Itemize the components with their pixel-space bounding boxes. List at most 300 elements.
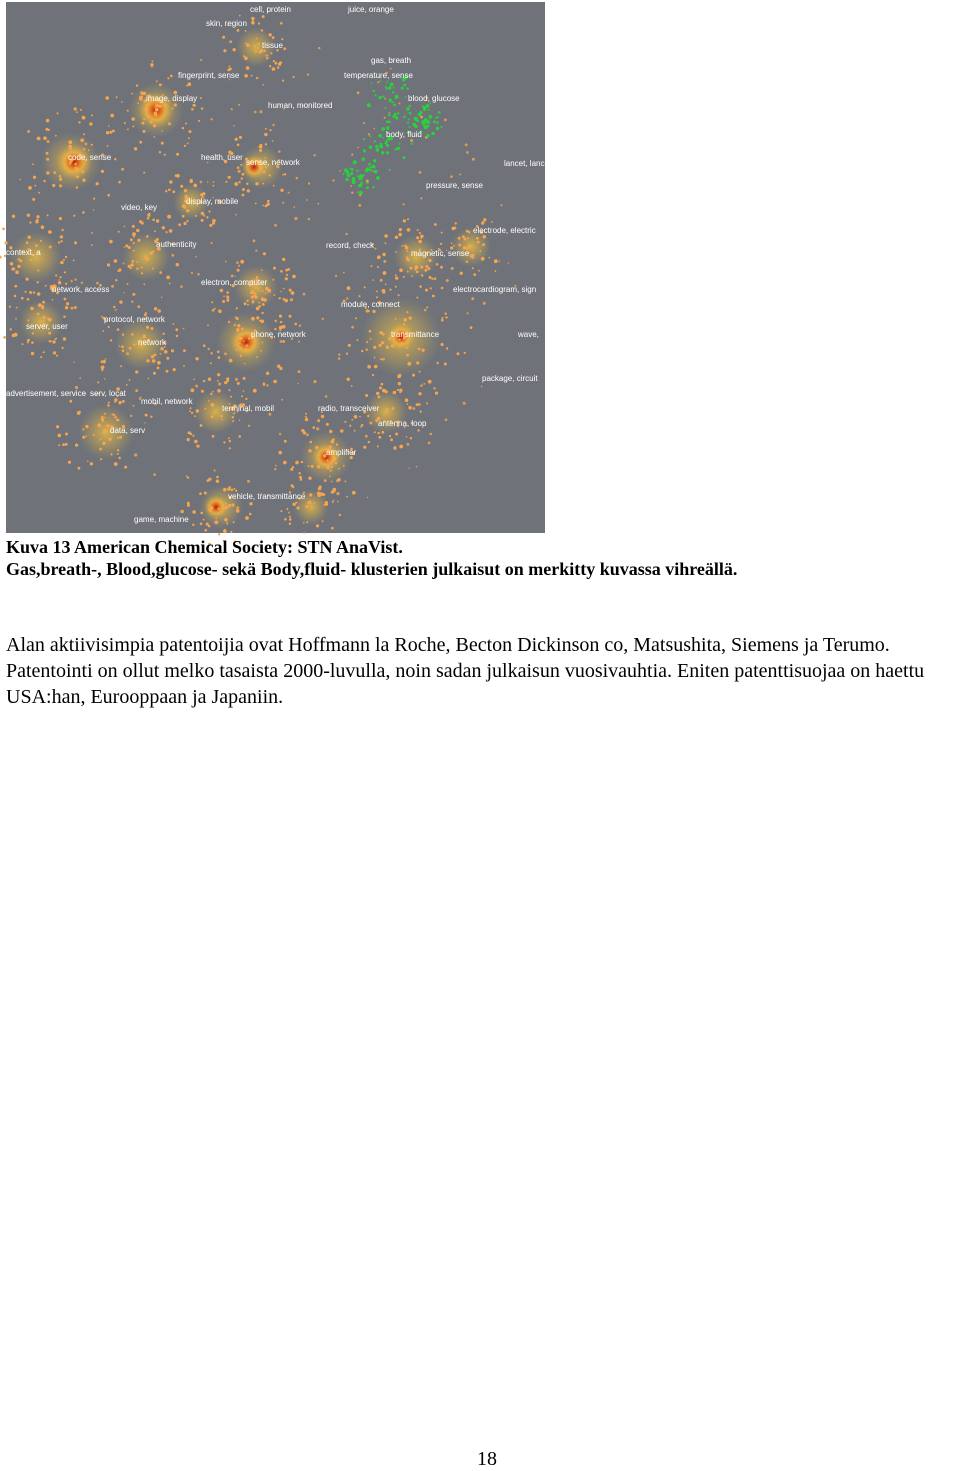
map-point — [126, 384, 128, 386]
map-point — [484, 218, 487, 221]
map-point — [263, 171, 266, 174]
map-point — [37, 313, 40, 316]
map-point — [201, 390, 204, 393]
map-point — [415, 265, 419, 269]
map-point — [27, 130, 30, 133]
map-point — [186, 475, 188, 477]
map-point — [445, 313, 447, 315]
map-point — [399, 445, 403, 449]
map-point — [336, 480, 339, 483]
map-point — [165, 231, 167, 233]
map-point — [244, 302, 247, 305]
map-point — [0, 256, 2, 259]
map-point — [191, 272, 193, 274]
map-point — [245, 516, 249, 520]
map-point — [240, 164, 242, 166]
map-point — [43, 316, 46, 319]
highlighted-point — [403, 84, 406, 87]
map-point — [420, 235, 423, 238]
map-point — [114, 259, 118, 263]
map-point — [265, 128, 267, 130]
map-point — [463, 402, 466, 405]
map-point — [121, 345, 124, 348]
map-point — [190, 433, 192, 435]
map-point — [234, 324, 236, 326]
map-point — [418, 348, 421, 351]
map-point — [247, 480, 250, 483]
map-point — [479, 250, 481, 252]
map-point — [183, 222, 186, 225]
highlighted-point — [353, 160, 357, 164]
map-point — [289, 289, 292, 292]
highlighted-point — [379, 143, 382, 146]
map-cluster-label: temperature, sense — [344, 71, 413, 80]
map-point — [253, 389, 257, 393]
map-point — [430, 433, 433, 436]
map-point — [80, 138, 84, 142]
highlighted-point — [399, 143, 401, 145]
map-point — [235, 378, 238, 381]
highlighted-point — [424, 118, 427, 121]
map-cluster-label: electrode, electric — [473, 226, 536, 235]
map-point — [258, 43, 260, 45]
map-point — [482, 221, 484, 223]
map-point — [194, 440, 198, 444]
map-point — [251, 290, 255, 294]
map-point — [107, 263, 110, 266]
map-point — [280, 321, 282, 323]
map-point — [233, 521, 235, 523]
map-point — [196, 409, 199, 412]
map-point — [22, 343, 24, 345]
map-point — [366, 349, 368, 351]
map-point — [379, 344, 382, 347]
map-point — [471, 297, 474, 300]
map-point — [406, 436, 408, 438]
map-point — [187, 504, 190, 507]
map-point — [211, 301, 213, 303]
map-point — [139, 97, 142, 100]
map-point — [317, 465, 320, 468]
map-point — [305, 416, 307, 418]
map-point — [74, 107, 77, 110]
map-point — [55, 274, 57, 276]
map-point — [70, 280, 72, 282]
map-point — [278, 150, 281, 153]
map-point — [137, 102, 139, 104]
map-point — [255, 182, 258, 185]
map-point — [270, 52, 272, 54]
map-point — [419, 232, 421, 234]
map-point — [180, 510, 183, 513]
map-point — [69, 400, 72, 403]
highlighted-point — [373, 159, 376, 162]
map-point — [46, 152, 49, 155]
map-point — [224, 352, 227, 355]
highlighted-point — [385, 107, 387, 109]
map-point — [319, 486, 322, 489]
map-point — [391, 344, 395, 348]
map-cluster-label: gas, breath — [371, 56, 411, 65]
map-point — [202, 192, 205, 195]
highlighted-point — [429, 115, 433, 119]
highlighted-point — [408, 118, 410, 120]
map-point — [102, 442, 105, 445]
map-point — [58, 281, 61, 284]
map-point — [190, 179, 193, 182]
map-point — [389, 289, 391, 291]
map-point — [464, 238, 467, 241]
map-point — [225, 506, 228, 509]
map-point — [495, 270, 497, 272]
map-point — [399, 268, 403, 272]
map-point — [5, 241, 8, 244]
map-point — [350, 185, 352, 187]
highlighted-point — [394, 113, 397, 116]
map-point — [468, 245, 471, 248]
map-point — [385, 411, 387, 413]
map-point — [273, 294, 275, 296]
map-point — [343, 272, 345, 274]
map-point — [161, 296, 163, 298]
map-point — [416, 271, 419, 274]
map-point — [27, 214, 30, 217]
map-point — [75, 444, 78, 447]
map-point — [368, 133, 370, 135]
map-point — [267, 289, 271, 293]
map-point — [239, 15, 241, 17]
map-point — [248, 425, 250, 427]
map-point — [160, 347, 163, 350]
map-point — [246, 44, 250, 48]
map-point — [107, 404, 110, 407]
map-point — [367, 497, 368, 498]
map-point — [10, 328, 12, 330]
map-point — [145, 108, 148, 111]
map-point — [82, 436, 85, 439]
map-point — [428, 380, 432, 384]
map-point — [136, 268, 138, 270]
map-point — [122, 400, 125, 403]
map-point — [273, 380, 277, 384]
map-point — [166, 276, 170, 280]
map-point — [286, 274, 288, 276]
map-point — [422, 349, 425, 352]
map-point — [407, 403, 409, 405]
map-point — [125, 244, 128, 247]
map-point — [370, 338, 372, 340]
map-point — [231, 503, 234, 506]
map-point — [233, 48, 236, 51]
highlighted-point — [359, 191, 363, 195]
map-point — [222, 36, 225, 39]
highlighted-point — [386, 81, 388, 83]
map-point — [284, 173, 286, 175]
map-cluster-label: network — [138, 338, 167, 347]
map-point — [262, 342, 264, 344]
map-point — [32, 163, 34, 165]
map-point — [410, 267, 413, 270]
map-point — [281, 399, 283, 401]
map-point — [68, 461, 71, 464]
map-point — [217, 389, 221, 393]
map-point — [331, 481, 333, 483]
map-point — [281, 38, 283, 40]
map-point — [436, 362, 439, 365]
map-point — [423, 383, 425, 385]
map-point — [381, 383, 384, 386]
map-point — [416, 236, 419, 239]
map-point — [75, 279, 77, 281]
map-point — [357, 147, 359, 149]
highlighted-point — [392, 91, 394, 93]
map-point — [133, 344, 135, 346]
map-point — [203, 215, 205, 217]
map-point — [237, 382, 240, 385]
map-point — [269, 174, 271, 176]
map-cluster-label: blood, glucose — [408, 94, 460, 103]
map-point — [291, 291, 295, 295]
map-point — [289, 315, 292, 318]
map-point — [324, 479, 327, 482]
map-point — [65, 306, 68, 309]
map-point — [290, 298, 293, 301]
map-point — [407, 443, 410, 446]
map-cluster-label: health, user — [201, 153, 243, 162]
map-point — [10, 262, 14, 266]
map-point — [277, 66, 280, 69]
map-point — [96, 182, 99, 185]
highlighted-point — [409, 105, 411, 107]
map-point — [305, 413, 307, 415]
map-point — [231, 275, 234, 278]
highlighted-point — [343, 173, 345, 175]
map-point — [429, 276, 432, 279]
map-point — [206, 523, 209, 526]
map-point — [494, 259, 498, 263]
map-point — [288, 512, 290, 514]
map-point — [152, 268, 154, 270]
map-point — [408, 406, 412, 410]
highlighted-point — [406, 107, 410, 111]
map-point — [380, 358, 382, 360]
map-point — [382, 253, 385, 256]
map-point — [261, 29, 263, 31]
map-point — [116, 96, 118, 98]
map-point — [164, 350, 168, 354]
map-point — [300, 479, 302, 481]
map-point — [65, 433, 68, 436]
map-point — [464, 352, 466, 354]
highlighted-point — [351, 168, 354, 171]
map-point — [244, 74, 248, 78]
map-point — [261, 320, 265, 324]
map-point — [117, 328, 120, 331]
map-point — [160, 353, 162, 355]
map-point — [337, 501, 339, 503]
map-point — [324, 504, 326, 506]
map-point — [189, 410, 191, 412]
map-point — [78, 168, 80, 170]
highlighted-point — [378, 96, 381, 99]
map-point — [466, 151, 469, 154]
highlighted-point — [362, 158, 365, 161]
map-cluster-label: fingerprint, sense — [178, 71, 240, 80]
map-point — [232, 420, 234, 422]
map-point — [445, 418, 448, 421]
map-point — [260, 350, 262, 352]
map-point — [278, 451, 282, 455]
map-cluster-label: electron, computer — [201, 278, 268, 287]
map-point — [151, 327, 154, 330]
map-point — [338, 468, 340, 470]
map-point — [349, 425, 351, 427]
map-point — [143, 284, 145, 286]
map-point — [166, 370, 169, 373]
map-point — [63, 315, 66, 318]
map-point — [218, 309, 222, 313]
map-point — [303, 293, 306, 296]
map-point — [416, 466, 418, 468]
map-point — [351, 154, 353, 156]
map-point — [428, 259, 431, 262]
map-point — [217, 373, 220, 376]
map-point — [410, 139, 413, 142]
highlighted-point — [401, 87, 404, 90]
map-point — [317, 203, 319, 205]
map-point — [408, 468, 409, 469]
map-point — [256, 356, 258, 358]
map-point — [441, 232, 443, 234]
map-point — [272, 36, 275, 39]
map-point — [382, 333, 385, 336]
map-point — [214, 470, 216, 472]
map-point — [476, 237, 479, 240]
map-point — [395, 318, 397, 320]
map-point — [49, 340, 51, 342]
map-point — [36, 219, 39, 222]
map-point — [377, 266, 379, 268]
map-point — [171, 254, 174, 257]
map-point — [129, 379, 131, 381]
map-point — [43, 136, 47, 140]
map-point — [261, 298, 264, 301]
map-point — [89, 122, 92, 125]
map-point — [347, 378, 350, 381]
map-point — [37, 269, 39, 271]
map-point — [144, 422, 145, 423]
map-point — [78, 121, 80, 123]
highlighted-point — [375, 145, 379, 149]
map-point — [372, 170, 373, 171]
map-point — [145, 414, 148, 417]
map-point — [228, 486, 231, 489]
map-point — [279, 433, 281, 435]
map-point — [488, 257, 490, 259]
map-point — [467, 312, 469, 314]
map-point — [361, 350, 363, 352]
map-point — [59, 178, 62, 181]
map-point — [385, 283, 387, 285]
map-point — [82, 428, 84, 430]
cluster-map-image — [6, 2, 545, 533]
map-point — [351, 326, 354, 329]
map-point — [256, 316, 259, 319]
map-point — [508, 262, 510, 264]
map-point — [331, 527, 334, 530]
map-point — [186, 85, 188, 87]
map-point — [416, 297, 418, 299]
highlighted-point — [435, 117, 437, 119]
map-point — [117, 419, 120, 422]
map-point — [418, 392, 421, 395]
map-point — [26, 278, 29, 281]
map-point — [267, 200, 270, 203]
map-point — [220, 289, 223, 292]
map-point — [307, 501, 310, 504]
map-point — [381, 341, 384, 344]
map-point — [419, 371, 421, 373]
map-point — [238, 435, 241, 438]
map-point — [127, 283, 129, 285]
map-point — [470, 326, 473, 329]
map-point — [121, 101, 123, 103]
map-cluster-label: skin, region — [206, 19, 247, 28]
map-point — [368, 441, 370, 443]
map-point — [333, 490, 336, 493]
map-point — [266, 57, 269, 60]
map-point — [102, 330, 104, 332]
map-point — [235, 214, 237, 216]
map-point — [63, 259, 65, 261]
map-point — [453, 245, 455, 247]
map-point — [392, 407, 395, 410]
highlighted-point — [388, 86, 392, 90]
map-point — [101, 366, 105, 370]
map-point — [180, 285, 183, 288]
map-point — [141, 222, 144, 225]
map-point — [226, 522, 228, 524]
map-point — [292, 466, 294, 468]
map-point — [282, 202, 284, 204]
map-point — [239, 342, 241, 344]
map-point — [176, 335, 178, 337]
map-point — [380, 279, 383, 282]
map-point — [224, 381, 227, 384]
map-point — [374, 365, 378, 369]
map-point — [256, 77, 259, 80]
map-point — [398, 294, 400, 296]
map-point — [389, 435, 391, 437]
map-point — [190, 407, 192, 409]
map-point — [352, 491, 356, 495]
map-point — [207, 479, 210, 482]
map-point — [212, 309, 215, 312]
map-point — [249, 513, 252, 516]
map-point — [122, 334, 124, 336]
map-point — [326, 504, 328, 506]
map-point — [157, 361, 161, 365]
map-point — [374, 431, 376, 433]
map-point — [233, 125, 235, 127]
highlighted-point — [356, 170, 358, 172]
highlighted-point — [362, 175, 364, 177]
map-point — [418, 240, 422, 244]
map-cluster-label: data, serv — [110, 426, 145, 435]
map-cluster-label: protocol, network — [104, 315, 166, 324]
map-point — [142, 122, 145, 125]
map-point — [376, 291, 378, 293]
